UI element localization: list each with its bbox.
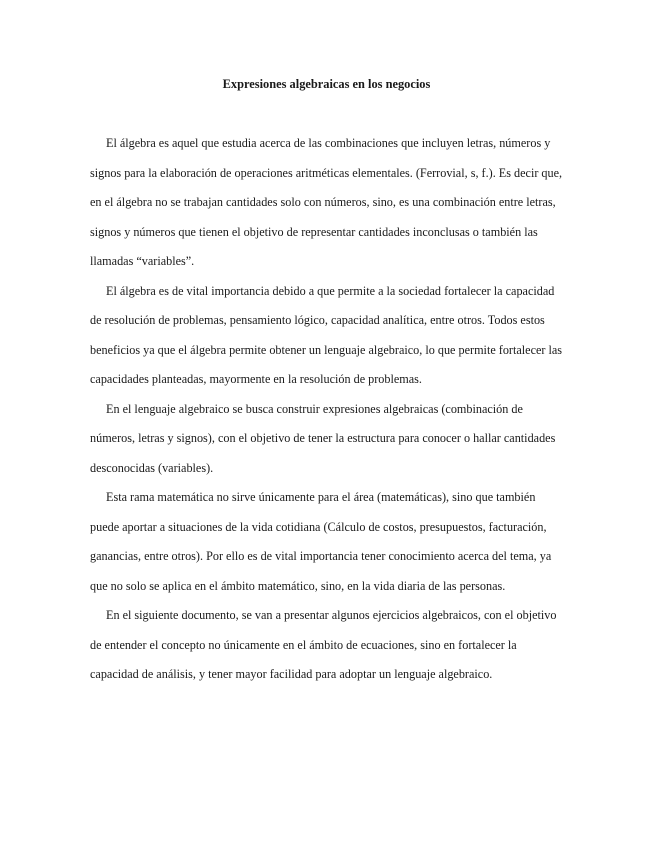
paragraph-4: Esta rama matemática no sirve únicamente para el área (matemáticas), sino que también puede aportar a situaciones de la vida cotidiana (Cálculo de costos, presupuestos, facturación, ganancias, entre otros). Por ello es de vital importancia tener conocimiento acerca del tema, ya que no solo se aplica en el ámbito matemático, sino, en la vida diaria de las personas. bbox=[90, 490, 552, 593]
paragraph-5: En el siguiente documento, se van a presentar algunos ejercicios algebraicos, con el objetivo de entender el concepto no únicamente en el ámbito de ecuaciones, sino en fortalecer la capacidad de análisis, y tener mayor facilidad para adoptar un lenguaje algebraico. bbox=[90, 608, 557, 681]
paragraph-2: El álgebra es de vital importancia debido a que permite a la sociedad fortalecer la capacidad de resolución de problemas, pensamiento lógico, capacidad analítica, entre otros. Todos estos beneficios ya que el álgebra permite obtener un lenguaje algebraico, lo que permite fortalecer las capacidades planteadas, mayormente en la resolución de problemas. bbox=[90, 283, 563, 386]
document-title: Expresiones algebraicas en los negocios bbox=[222, 77, 431, 91]
paragraph-1: El álgebra es aquel que estudia acerca de las combinaciones que incluyen letras, números y signos para la elaboración de operaciones aritméticas elementales. (Ferrovial, s, f.). Es decir que, en el álgebra no se trabajan cantidades solo con números, sino, es una combinación entre letras, signos y números que tienen el objetivo de representar cantidades inconclusas o también las llamadas “variables”. bbox=[90, 136, 563, 268]
paragraph-3: En el lenguaje algebraico se busca construir expresiones algebraicas (combinación de números, letras y signos), con el objetivo de tener la estructura para conocer o hallar cantidades desconocidas (variables). bbox=[90, 401, 556, 475]
